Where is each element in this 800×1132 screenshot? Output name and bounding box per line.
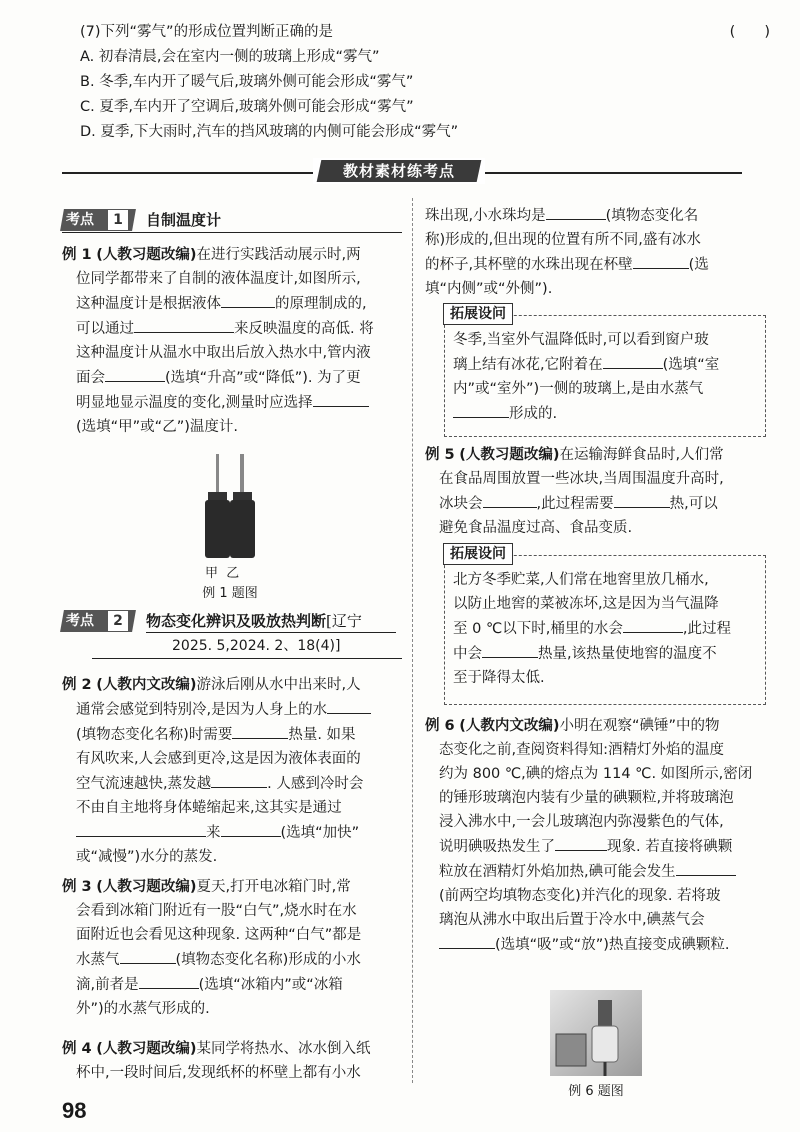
answer-blank[interactable] bbox=[633, 252, 689, 269]
text-line: 的锤形玻璃泡内装有少量的碘颗粒,并将玻璃泡 bbox=[439, 790, 734, 806]
example-source: (人教内文改编) bbox=[459, 718, 560, 734]
text-line: (选 bbox=[688, 257, 709, 273]
text-line: 珠出现,小水珠均是 bbox=[425, 208, 546, 224]
text-line: 说明碘吸热发生了 bbox=[439, 839, 555, 855]
text-line: 明显地显示温度的变化,测量时应选择 bbox=[76, 395, 313, 411]
text-line: 通常会感觉到特别冷,是因为人身上的水 bbox=[76, 702, 328, 718]
answer-blank[interactable] bbox=[76, 820, 206, 837]
text-line: 热,可以 bbox=[669, 496, 718, 512]
text-line: (前两空均填物态变化)并汽化的现象. 若将玻 bbox=[439, 888, 721, 904]
bottle-cap-icon bbox=[233, 492, 252, 500]
kaodian-2-header bbox=[62, 610, 407, 660]
extension-tag: 拓展设问 bbox=[443, 543, 513, 565]
example-label: 例 1 bbox=[62, 247, 92, 263]
page-number: 98 bbox=[62, 1098, 87, 1123]
figure-caption: 例 1 题图 bbox=[202, 586, 258, 601]
text-line: 北方冬季贮菜,人们常在地窖里放几桶水, bbox=[453, 572, 709, 588]
glass-tube-icon bbox=[240, 454, 244, 498]
glass-tube-icon bbox=[216, 454, 219, 498]
example-source: (人教习题改编) bbox=[96, 247, 197, 263]
text-line: 游泳后刚从水中出来时,人 bbox=[196, 677, 361, 693]
text-line: 冬季,当室外气温降低时,可以看到窗户玻 bbox=[453, 332, 709, 348]
text-line: (填物态变化名称)形成的小水 bbox=[175, 952, 361, 968]
kaodian-tag: 考点 bbox=[66, 212, 94, 228]
text-line: 面附近也会看见这种现象. 这两种“白气”都是 bbox=[76, 927, 362, 943]
kaodian-number: 1 bbox=[108, 210, 128, 230]
text-line: (选填“冰箱内”或“冰箱 bbox=[198, 977, 343, 993]
text-line: 来 bbox=[206, 825, 221, 841]
text-line: 有风吹来,人会感到更冷,这是因为液体表面的 bbox=[76, 751, 361, 767]
kaodian-tag: 考点 bbox=[66, 613, 94, 629]
text-line: 某同学将热水、冰水倒入纸 bbox=[196, 1041, 371, 1057]
text-line: 以防止地窖的菜被冻坏,这是因为当气温降 bbox=[453, 596, 719, 612]
example-source: (人教内文改编) bbox=[96, 677, 197, 693]
text-line: 现象. 若直接将碘颗 bbox=[607, 839, 733, 855]
beaker-icon bbox=[592, 1026, 618, 1062]
answer-blank[interactable] bbox=[546, 203, 606, 220]
answer-blank[interactable] bbox=[482, 641, 538, 658]
label-jia: 甲 bbox=[205, 566, 219, 581]
bottle-jia-icon bbox=[205, 500, 230, 558]
text-line: ,此过程 bbox=[682, 621, 731, 637]
text-line: 或“减慢”)水分的蒸发. bbox=[76, 849, 218, 865]
bottle-cap-icon bbox=[208, 492, 227, 500]
text-line: 在食品周围放置一些冰块,当周围温度升高时, bbox=[439, 471, 724, 487]
answer-blank[interactable] bbox=[676, 859, 736, 876]
label-yi: 乙 bbox=[226, 566, 240, 581]
text-line: 形成的. bbox=[509, 406, 558, 422]
answer-blank[interactable] bbox=[483, 491, 537, 508]
text-line: 中会 bbox=[453, 646, 482, 662]
figure-labels bbox=[205, 562, 265, 581]
answer-blank[interactable] bbox=[211, 771, 267, 788]
text-line: 在进行实践活动展示时,两 bbox=[196, 247, 361, 263]
text-line: 在运输海鲜食品时,人们常 bbox=[559, 447, 724, 463]
text-line: 热量. 如果 bbox=[288, 727, 356, 743]
answer-blank[interactable] bbox=[603, 352, 663, 369]
text-line: 位同学都带来了自制的液体温度计,如图所示, bbox=[76, 271, 361, 287]
extension-tag: 拓展设问 bbox=[443, 303, 513, 325]
text-line: 内”或“室外”)一侧的玻璃上,是由水蒸气 bbox=[453, 381, 704, 397]
iodine-hammer-icon bbox=[556, 1034, 586, 1066]
text-line: 态变化之前,查阅资料得知:酒精灯外焰的温度 bbox=[439, 742, 724, 758]
text-line: 称)形成的,但出现的位置有所不同,盛有冰水 bbox=[425, 232, 701, 248]
option-a[interactable]: A. 初春清晨,会在室内一侧的玻璃上形成“雾气” bbox=[80, 49, 380, 65]
answer-blank[interactable] bbox=[232, 722, 288, 739]
answer-blank[interactable] bbox=[439, 932, 495, 949]
question-stem: (7)下列“雾气”的形成位置判断正确的是 bbox=[80, 24, 334, 40]
text-line: 这种温度计是根据液体 bbox=[76, 296, 221, 312]
answer-blank[interactable] bbox=[313, 390, 369, 407]
kaodian-1-header bbox=[62, 209, 402, 231]
text-line: 璃泡从沸水中取出后置于冷水中,碘蒸气会 bbox=[439, 912, 705, 928]
text-line: 约为 800 ℃,碘的熔点为 114 ℃. 如图所示,密闭 bbox=[439, 766, 753, 782]
text-line: 至 0 ℃以下时,桶里的水会 bbox=[453, 621, 623, 637]
answer-blank[interactable] bbox=[453, 401, 509, 418]
text-line: 面会 bbox=[76, 370, 105, 386]
kaodian-number: 2 bbox=[108, 611, 128, 631]
text-line: 来反映温度的高低. 将 bbox=[234, 321, 374, 337]
text-line: 冰块会 bbox=[439, 496, 483, 512]
text-line: (选填“吸”或“放”)热直接变成碘颗粒. bbox=[495, 937, 730, 953]
text-line: 空气流速越快,蒸发越 bbox=[76, 776, 212, 792]
text-line: (选填“加快” bbox=[280, 825, 360, 841]
text-line: 不由自主地将身体蜷缩起来,这其实是通过 bbox=[76, 800, 342, 816]
text-line: 会看到冰箱门附近有一股“白气”,烧水时在水 bbox=[76, 903, 357, 919]
text-line: 可以通过 bbox=[76, 321, 134, 337]
text-line: 夏天,打开电冰箱门时,常 bbox=[196, 879, 351, 895]
text-line: (填物态变化名称)时需要 bbox=[76, 727, 233, 743]
answer-blank[interactable] bbox=[221, 820, 281, 837]
example-4 bbox=[62, 1037, 407, 1085]
answer-blank[interactable] bbox=[139, 972, 199, 989]
answer-blank[interactable] bbox=[327, 697, 371, 714]
option-c[interactable]: C. 夏季,车内开了空调后,玻璃外侧可能会形成“雾气” bbox=[80, 99, 414, 115]
text-line: 小明在观察“碘锤”中的物 bbox=[559, 718, 720, 734]
column-divider bbox=[412, 198, 413, 1083]
extension-box-1 bbox=[444, 306, 766, 437]
text-line: (填物态变化名 bbox=[605, 208, 699, 224]
answer-blank[interactable] bbox=[134, 316, 234, 333]
example-5 bbox=[425, 443, 775, 540]
answer-paren[interactable]: ( ) bbox=[729, 24, 770, 40]
example-3 bbox=[62, 875, 407, 1021]
text-line: 填“内侧”或“外侧”). bbox=[425, 281, 553, 297]
answer-blank[interactable] bbox=[105, 365, 165, 382]
example-4-continued bbox=[425, 203, 775, 301]
iodine-hammer-figure bbox=[550, 990, 642, 1076]
text-line: (选填“室 bbox=[662, 357, 720, 373]
extension-box-2 bbox=[444, 546, 766, 705]
option-b[interactable]: B. 冬季,车内开了暖气后,玻璃外侧可能会形成“雾气” bbox=[80, 74, 414, 90]
text-line: 外”)的水蒸气形成的. bbox=[76, 1001, 210, 1017]
text-line: (选填“升高”或“降低”). 为了更 bbox=[165, 370, 361, 386]
text-line: 璃上结有冰花,它附着在 bbox=[453, 357, 603, 373]
thermometer-figure bbox=[200, 452, 260, 562]
example-source: (人教习题改编) bbox=[96, 1041, 197, 1057]
text-line: 的原理制成的, bbox=[275, 296, 367, 312]
example-source: (人教习题改编) bbox=[96, 879, 197, 895]
top-question bbox=[80, 20, 770, 145]
text-line: 粒放在酒精灯外焰加热,碘可能会发生 bbox=[439, 864, 676, 880]
example-label: 例 6 bbox=[425, 718, 455, 734]
text-line: 杯中,一段时间后,发现纸杯的杯壁上都有小水 bbox=[76, 1065, 361, 1081]
kaodian-title: 自制温度计 bbox=[146, 211, 222, 229]
text-line: 滴,前者是 bbox=[76, 977, 139, 993]
bottle-yi-icon bbox=[230, 500, 255, 558]
example-label: 例 5 bbox=[425, 447, 455, 463]
text-line: 的杯子,其杯壁的水珠出现在杯壁 bbox=[425, 257, 633, 273]
text-line: 至于降得太低. bbox=[453, 670, 545, 686]
example-1 bbox=[62, 243, 402, 439]
answer-blank[interactable] bbox=[614, 491, 670, 508]
section-title: 教材素材练考点 bbox=[342, 162, 455, 180]
example-source: (人教习题改编) bbox=[459, 447, 560, 463]
example-label: 例 4 bbox=[62, 1041, 92, 1057]
figure-caption: 例 6 题图 bbox=[568, 1084, 624, 1099]
text-line: 水蒸气 bbox=[76, 952, 120, 968]
kaodian-citation: 2025. 5,2024. 2、18(4)] bbox=[172, 638, 341, 654]
example-6 bbox=[425, 714, 780, 957]
text-line: 浸入沸水中,一会儿玻璃泡内弥漫紫色的气体, bbox=[439, 814, 724, 830]
text-line: 这种温度计从温水中取出后放入热水中,管内液 bbox=[76, 345, 371, 361]
text-line: (选填“甲”或“乙”)温度计. bbox=[76, 419, 238, 435]
example-label: 例 2 bbox=[62, 677, 92, 693]
example-label: 例 3 bbox=[62, 879, 92, 895]
answer-blank[interactable] bbox=[120, 947, 176, 964]
text-line: . 人感到冷时会 bbox=[267, 776, 364, 792]
answer-blank[interactable] bbox=[555, 834, 607, 851]
option-d[interactable]: D. 夏季,下大雨时,汽车的挡风玻璃的内侧可能会形成“雾气” bbox=[80, 124, 459, 140]
text-line: 热量,该热量使地窖的温度不 bbox=[538, 646, 717, 662]
answer-blank[interactable] bbox=[221, 291, 275, 308]
kaodian-title: 物态变化辨识及吸放热判断[辽宁 bbox=[146, 612, 362, 630]
section-banner bbox=[313, 158, 485, 184]
example-2 bbox=[62, 673, 407, 869]
text-line: 避免食品温度过高、食品变质. bbox=[439, 520, 633, 536]
answer-blank[interactable] bbox=[623, 616, 683, 633]
text-line: ,此过程需要 bbox=[536, 496, 614, 512]
